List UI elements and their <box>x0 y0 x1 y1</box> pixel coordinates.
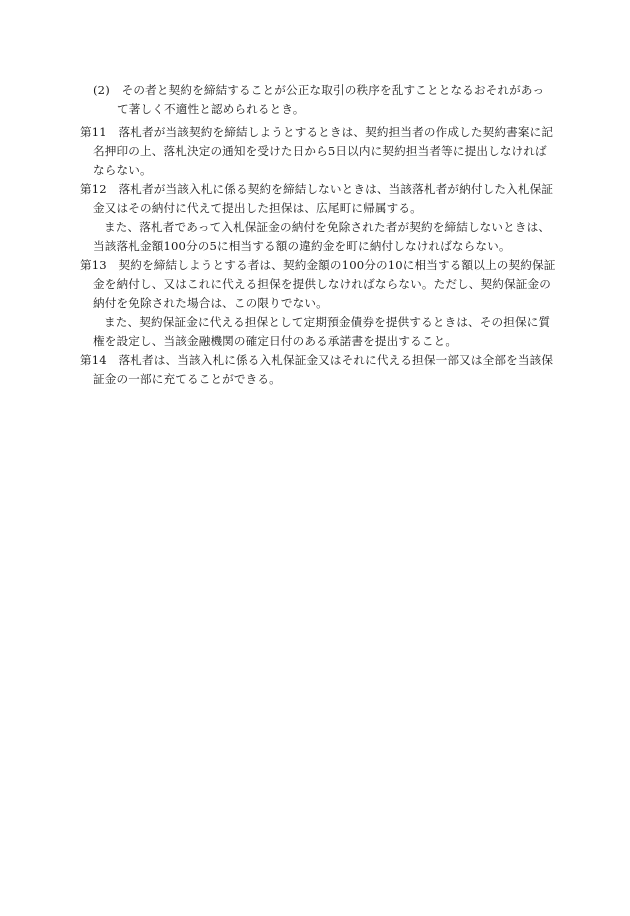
text-line: 第14 落札者は、当該入札に係る入札保証金又はそれに代える担保一部又は全部を当該保 <box>80 353 554 367</box>
text-line: 証金の一部に充てることができる。 <box>93 372 281 386</box>
text-line: 当該落札金額100分の5に相当する額の違約金を町に納付しなければならない。 <box>93 239 511 253</box>
text-line: 金又はその納付に代えて提出した担保は、広尾町に帰属する。 <box>93 201 422 215</box>
text-line: 名押印の上、落札決定の通知を受けた日から5日以内に契約担当者等に提出しなければ <box>93 144 547 158</box>
text-line: 金を納付し、又はこれに代える担保を提供しなければならない。ただし、契約保証金の <box>93 277 552 291</box>
text-line: て著しく不適性と認められるとき。 <box>117 102 305 116</box>
text-line: 権を設定し、当該金融機関の確定日付のある承諾書を提出すること。 <box>93 334 458 348</box>
text-line: ならない。 <box>93 163 152 177</box>
text-line: 第12 落札者が当該入札に係る契約を締結しないときは、当該落札者が納付した入札保証 <box>80 182 554 196</box>
text-line: 納付を免除された場合は、この限りでない。 <box>93 296 328 310</box>
text-line: 第13 契約を締結しようとする者は、契約金額の100分の10に相当する額以上の契約保証 <box>80 258 556 272</box>
text-line: (2) その者と契約を締結することが公正な取引の秩序を乱すこととなるおそれがあっ <box>93 83 545 97</box>
text-line: また、落札者であって入札保証金の納付を免除された者が契約を締結しないときは、 <box>104 220 551 234</box>
text-line: また、契約保証金に代える担保として定期預金債券を提供するときは、その担保に質 <box>104 315 551 329</box>
text-line: 第11 落札者が当該契約を締結しようとするときは、契約担当者の作成した契約書案に記 <box>80 125 554 139</box>
